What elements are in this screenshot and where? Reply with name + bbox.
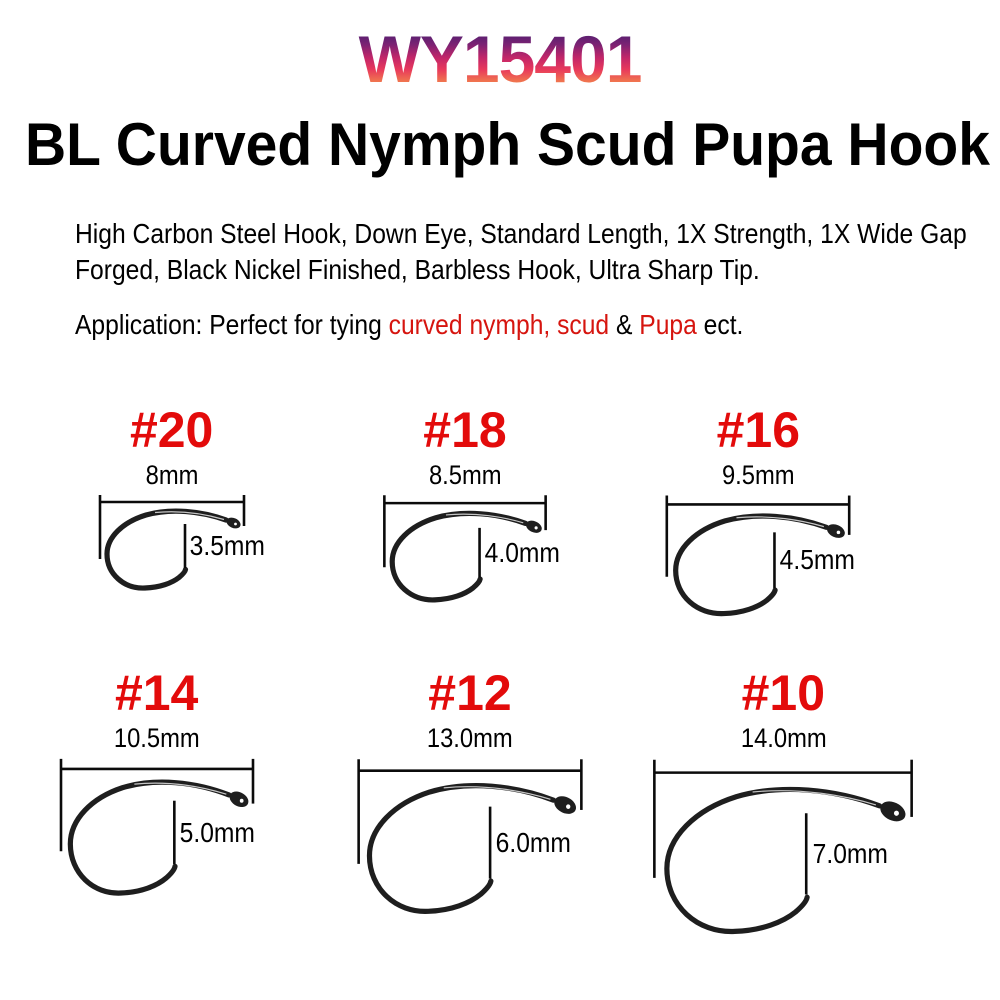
hook-grid-row-2 [0,666,940,948]
hook-diagram [354,756,586,926]
application-line [75,308,743,342]
hook-cell-10 [627,666,940,948]
description-line-2: Forged, Black Nickel Finished, Barbless Hook, Ultra Sharp Tip. [75,254,760,285]
description-line-1: High Carbon Steel Hook, Down Eye, Standard Length, 1X Strength, 1X Wide Gap [75,218,967,249]
hook-diagram [97,493,265,597]
hook-size-label: #10 [741,665,826,721]
application-highlight-1: curved nymph, scud [388,309,610,340]
hook-diagram [57,756,257,906]
hook-cell-18 [318,403,611,625]
hook-diagram [381,493,560,610]
hook-diagram [649,756,917,948]
hook-gap-label: 5.0mm [179,816,255,848]
hook-cell-12 [313,666,626,948]
hook-gap-label: 4.5mm [779,544,856,576]
hook-width-label: 9.5mm [722,460,795,490]
hook-grid-row-1 [25,403,905,625]
hook-size-label: #16 [716,402,801,458]
application-suffix: ect. [696,309,744,340]
hook-width-label: 13.0mm [427,723,513,753]
hook-width-label: 14.0mm [740,723,827,753]
hook-gap-label: 3.5mm [189,530,265,562]
hook-gap-label: 6.0mm [495,826,572,858]
hook-size-label: #18 [423,402,507,458]
product-description [75,216,1000,288]
hook-size-label: #14 [114,665,199,721]
hook-gap-label: 7.0mm [812,837,889,869]
hook-cell-16 [612,403,905,625]
application-prefix: Application: Perfect for tying [75,309,389,340]
hook-size-label: #12 [428,665,512,721]
hook-cell-20 [25,403,318,625]
hook-width-label: 8.5mm [428,460,502,490]
application-highlight-2: Pupa [639,309,697,340]
application-connector: & [609,309,640,340]
hook-diagram [663,493,856,625]
hook-gap-label: 4.0mm [484,536,560,568]
hook-size-label: #20 [129,402,214,458]
hook-width-label: 10.5mm [113,723,200,753]
hook-width-label: 8mm [145,460,199,490]
hook-cell-14 [0,666,313,948]
product-name: BL Curved Nymph Scud Pupa Hook [25,111,990,178]
model-number: WY15401 [0,26,1000,92]
